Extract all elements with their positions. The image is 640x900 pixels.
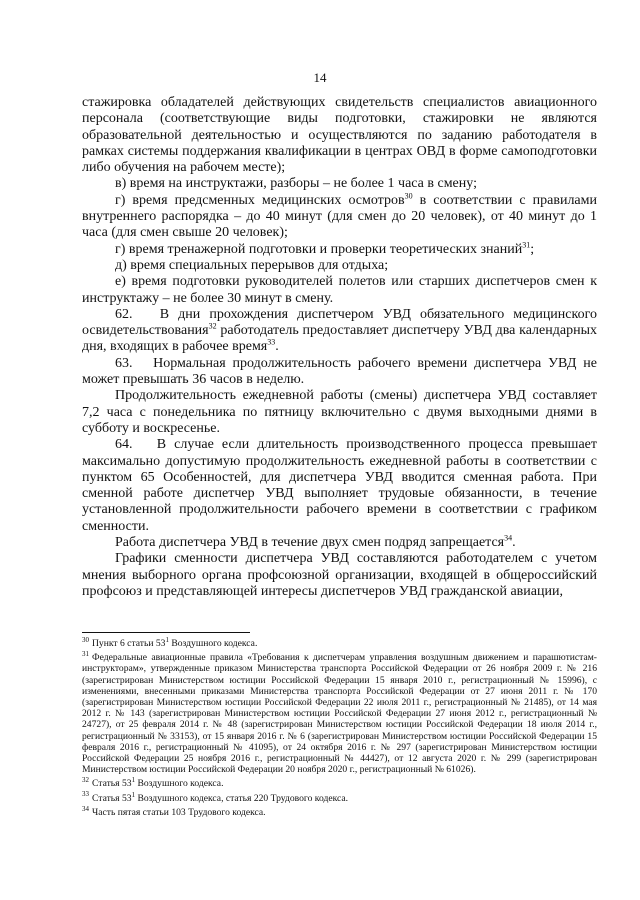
footnote-ref: 34 [504, 533, 513, 543]
paragraph: 63. Нормальная продолжительность рабочего времени диспетчера УВД не может превышать 36 часов в неделю. [82, 355, 597, 388]
paragraph: Продолжительность ежедневной работы (смены) диспетчера УВД составляет 7,2 часа с понедельника по пятницу включительно с двумя выходными днями в субботу и воскресенье. [82, 388, 597, 436]
footnote: $^{31}$ Федеральные авиационные правила «Требования к диспетчерам управления воздушным движением и парашютистам-инструкторам», утвержденные приказом Министерства транспорта Российской Федерации от 26 ноября 2009 г. № 216 (зарегистрирован Министерством юстиции Российской Федерации 15 января 2010 г., регистрационный № 15996), с изменениями, внесенными приказами Министерства транспорта Российской Федерации от 27 июня 2011 г. № 170 (зарегистрирован Министерством юстиции Российской Федерации 22 июля 2011 г., регистрационный № 21485), от 14 мая 2012 г. № 143 (зарегистрирован Министерством юстиции Российской Федерации 27 июня 2012 г., регистрационный № 24727), от 25 февраля 2014 г. № 48 (зарегистрирован Министерством юстиции Российской Федерации 18 июля 2014 г., регистрационный № 33153), от 15 января 2016 г. № 6 (зарегистрирован Министерством юстиции Российской Федерации 15 февраля 2016 г., регистрационный № 41095), от 24 октября 2016 г. № 297 (зарегистрирован Министерством юстиции Российской Федерации 25 ноября 2016 г., регистрационный № 44427), от 12 августа 2020 г. № 299 (зарегистрирован Министерством юстиции Российской Федерации 20 ноября 2020 г., регистрационный № 61026). [82, 650, 597, 776]
footnote-ref: 31 [522, 240, 531, 250]
footnote: $^{30}$ Пункт 6 статьи $53^1$ Воздушного кодекса. [82, 635, 258, 649]
footnotes [82, 635, 597, 821]
page-number: 14 [313, 70, 327, 85]
footnote: $^{34}$ Часть пятая статьи 103 Трудового кодекса. [82, 804, 266, 818]
footnote-ref: 33 [267, 337, 276, 347]
paragraph: в) время на инструктажи, разборы – не более 1 часа в смену; [115, 176, 477, 192]
paragraph: стажировка обладателей действующих свидетельств специалистов авиационного персонала (соответствующие виды подготовки, стажировки не являются образовательной деятельностью и осуществляются по заданию работодателя в рамках системы поддержания квалификации в центрах ОВД в форме самоподготовки либо обучения на рабочем месте); [82, 95, 597, 176]
paragraph: 62. В дни прохождения диспетчером УВД обязательного медицинского освидетельствования$^{32}$ работодатель предоставляет диспетчеру УВД два календарных дня, входящих в рабочее время$^{33}$. [82, 306, 597, 355]
paragraph: 64. В случае если длительность производственного процесса превышает максимально допустимую продолжительность ежедневной работы в соответствии с пунктом 65 Особенностей, для диспетчера УВД вводится сменная работа. При сменной работе диспетчер УВД выполняет трудовые обязанности, в течение установленной продолжительности рабочего времени в соответствии с графиком сменности. [82, 437, 597, 534]
paragraph: е) время подготовки руководителей полетов или старших диспетчеров смен к инструктажу – не более 30 минут в смену. [82, 274, 597, 306]
footnote-divider [82, 632, 250, 633]
paragraph: г) время предсменных медицинских осмотров$^{30}$ в соответствии с правилами внутреннего распорядка – до 40 минут (для смен до 20 человек), от 40 минут до 1 часа (для смен свыше 20 человек); [82, 191, 597, 241]
paragraph: г) время тренажерной подготовки и проверки теоретических знаний$^{31}$; [115, 240, 535, 257]
paragraph: д) время специальных перерывов для отдыха; [115, 257, 389, 273]
document-body [82, 95, 597, 600]
footnote: $^{33}$ Статья $53^1$ Воздушного кодекса, статья 220 Трудового кодекса. [82, 790, 349, 804]
footnote: $^{32}$ Статья $53^1$ Воздушного кодекса. [82, 776, 224, 790]
footnote-ref: 30 [404, 191, 413, 201]
paragraph: Графики сменности диспетчера УВД составляются работодателем с учетом мнения выборного органа профсоюзной организации, входящей в общероссийский профсоюз и представляющей интересы диспетчеров УВД гражданской авиации, [82, 551, 597, 599]
footnote-ref: 32 [208, 321, 217, 331]
paragraph: Работа диспетчера УВД в течение двух смен подряд запрещается$^{34}$. [115, 533, 516, 551]
